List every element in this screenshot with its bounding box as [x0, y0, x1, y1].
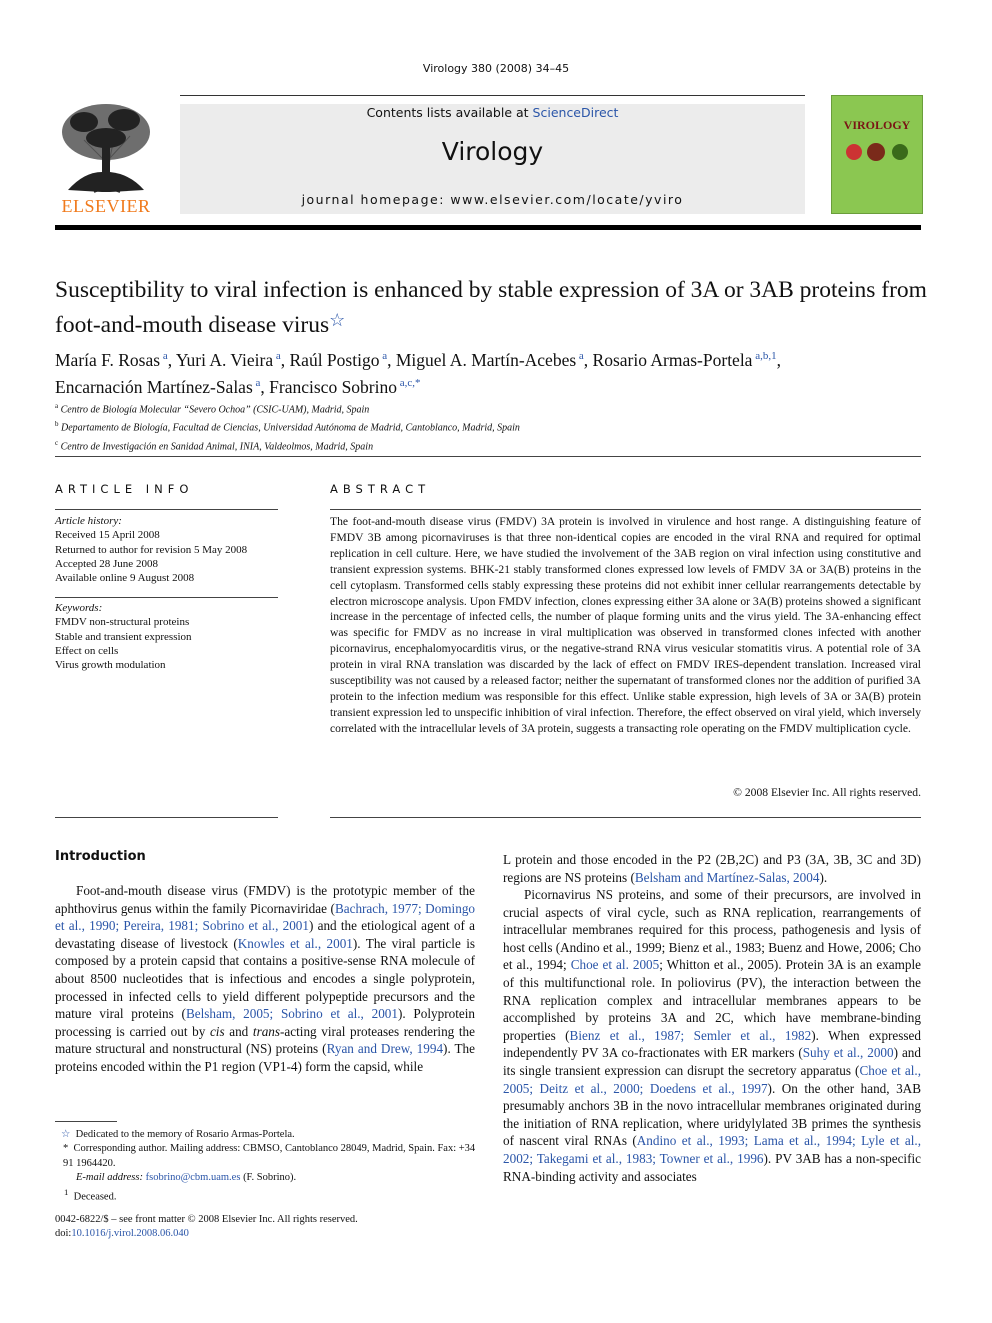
author[interactable]: [55, 377, 260, 397]
author[interactable]: [396, 350, 584, 370]
doi-line: [55, 1227, 485, 1241]
citation-link[interactable]: Suhy et al., 2000: [802, 1045, 894, 1061]
author[interactable]: [176, 350, 281, 370]
text-run: and: [224, 1023, 253, 1039]
front-matter: [55, 1213, 485, 1242]
article-info-rule: [55, 597, 278, 598]
keywords-label: Keywords:: [55, 602, 103, 614]
elsevier-wordmark: ELSEVIER: [61, 196, 151, 216]
italic-term: trans: [252, 1023, 281, 1039]
abstract-text: The foot-and-mouth disease virus (FMDV) 3A protein is involved in virulence and host range. A distinguishing feature of FMDV 3B among picornaviruses is that three non-identical copies are encoded in the viral RNA and required for optimal replication in cell culture. Here, we have studied the involvement of the 3AB region on viral infection using constitutive and transient expression systems. BHK-21 stably transformed clones expressed low levels of FMDV 3A or 3A(B) proteins in the cell cytoplasm. Transformed cells stably expressing these proteins did not exhibit inner cellular rearrangements detectable by electron microscope analysis. Upon FMDV infection, clones expressing either 3A alone or 3A(B) proteins showed a significant increase in the percentage of infected cells, the number of plaque forming units and the virus yield. The 3A-enhancing effect was specific for FMDV as no increase in viral multiplication was observed in transformed clones infected with another picornavirus, encephalomyocarditis virus, or the negative-strand RNA virus vesicular stomatitis virus. A potential role of 3A protein in viral RNA translation was discarded by the lack of effect on FMDV IRES-dependent translation. Increased viral susceptibility was not caused by a released factor; neither the supernatant of transformed clones nor the addition of purified 3A protein to the infection medium was responsible for this effect. Unlike stable expression, high levels of 3A or 3A(B) protein transient expression led to unspecific inhibition of viral infection. Therefore, the effect observed on viral yield, which inversely correlated with the intracellular levels of 3A protein, suggests a transacting role operating on the FMDV multiplication cycle.: [330, 515, 921, 735]
citation-link[interactable]: Bachrach, 1977; Domingo et al., 1990; Pereira, 1981; Sobrino et al., 2001: [55, 900, 476, 934]
author-affiliation-mark[interactable]: a: [379, 350, 388, 362]
email-suffix: (F. Sobrino).: [243, 1171, 297, 1183]
introduction-heading: Introduction: [55, 849, 146, 864]
author-affiliation-mark[interactable]: a: [252, 376, 261, 389]
author-name: Rosario Armas-Portela: [592, 349, 753, 370]
text-run: ; Whitton et al., 2005). Protein 3A is an example of this multifunctional role. In poliovirus (PV), the interaction between the RNA replication complex and intracellular membranes appears to be accomplished by proteins 3A and 2C, which have membrane-binding properties (: [503, 957, 922, 1043]
affiliation-mark: b: [55, 420, 59, 429]
citation-link[interactable]: Choe et al., 2005; Deitz et al., 2000; Doedens et al., 1997: [503, 1062, 922, 1096]
cover-image-icon: [844, 140, 912, 164]
author-affiliation-mark[interactable]: a: [160, 350, 168, 362]
author-name: Francisco Sobrino: [269, 376, 397, 397]
text-run: ) and the etiological agent of a devastating disease of livestock (: [55, 918, 475, 951]
header-thick-rule: [55, 225, 921, 230]
cover-title: VIROLOGY: [843, 118, 911, 132]
affiliation: [55, 436, 935, 454]
footnote-dedication: [55, 1128, 485, 1142]
journal-cover-thumbnail: [831, 95, 923, 214]
citation-link[interactable]: Ryan and Drew, 1994: [326, 1041, 444, 1057]
author-affiliation-mark[interactable]: a: [576, 350, 584, 362]
author-list: María F. Rosas $^a$, Yuri A. Vieira $^a$, Raúl Postigo $^a$, Miguel A. Martín-Acebes $^a$, Rosario Armas-Portela $^{a,b,1}$, Encarnación Martínez-Salas $^a$, Francisco Sobrino $^{a,c,*}$: [55, 349, 781, 397]
author-affiliation-mark[interactable]: a,b,1: [752, 350, 777, 362]
text-run: ). PV 3AB has a non-specific RNA-binding activity and associates: [503, 1150, 921, 1184]
affiliation: [55, 417, 935, 435]
affiliation-text: Centro de Biología Molecular “Severo Ochoa” (CSIC-UAM), Madrid, Spain: [58, 404, 370, 416]
author-name: Encarnación Martínez-Salas: [55, 376, 253, 397]
abstract-rule: [330, 817, 921, 818]
doi-link[interactable]: 10.1016/j.virol.2008.06.040: [71, 1228, 189, 1240]
author-name: Raúl Postigo: [289, 349, 380, 370]
author[interactable]: [593, 350, 777, 370]
citation-link[interactable]: Belsham, 2005; Sobrino et al., 2001: [185, 1006, 398, 1022]
text-run: ).: [819, 869, 828, 885]
header-top-rule: [180, 95, 805, 96]
text-run: ). The proteins encoded within the P1 region (VP1-4) form the capsid, while: [55, 1041, 476, 1074]
keywords: [55, 601, 278, 672]
email-label: E-mail address:: [76, 1171, 143, 1183]
author[interactable]: [55, 350, 168, 370]
abstract-heading: ABSTRACT: [330, 482, 431, 496]
citation-link[interactable]: Choe et al. 2005: [570, 957, 660, 973]
author[interactable]: [290, 350, 388, 370]
affiliation-text: Centro de Investigación en Sanidad Animal, INIA, Valdeolmos, Madrid, Spain: [58, 440, 374, 452]
footnote-rule: [55, 1121, 117, 1122]
affiliation: [55, 399, 935, 417]
journal-homepage[interactable]: journal homepage: www.elsevier.com/locate/yviro: [301, 192, 684, 207]
corresponding-text: Corresponding author. Mailing address: CBMSO, Cantoblanco 28049, Madrid, Spain. Fax: +34 91 1964420.: [63, 1143, 476, 1169]
italic-term: cis: [209, 1023, 225, 1039]
affiliation-text: Departamento de Biología, Facultad de Ciencias, Universidad Autónoma de Madrid, Cantoblanco, Madrid, Spain: [58, 422, 520, 434]
section-rule: [55, 456, 921, 457]
text-run: -acting viral proteases rendering the mature structural and nonstructural (NS) proteins (: [55, 1023, 476, 1057]
keyword-item: Stable and transient expression: [55, 630, 192, 643]
citation-link[interactable]: Belsham and Martínez-Salas, 2004: [634, 869, 820, 885]
affiliation-mark: a: [55, 402, 59, 410]
citation-link[interactable]: Bienz et al., 1987; Semler et al., 1982: [569, 1027, 812, 1043]
deceased-text: Deceased.: [73, 1191, 117, 1203]
text-run: Picornavirus NS proteins, and some of their precursors, are involved in crucial aspects of viral cycle, such as RNA replication, rearrangements of intracellular membranes required for this process, pathogenesis and lysis of host cells (Andino et al., 1999; Bienz et al., 1983; Buenz and Howe, 2006; Cho et al., 1994;: [503, 887, 921, 973]
author[interactable]: [269, 377, 420, 397]
email-link[interactable]: fsobrino@cbm.uam.es: [145, 1171, 241, 1183]
footnote-deceased: [55, 1185, 485, 1205]
author-name: Miguel A. Martín-Acebes: [395, 349, 577, 370]
text-run: L protein and those encoded in the P2 (2B,2C) and P3 (3A, 3B, 3C and 3D) regions are NS proteins (: [503, 852, 921, 885]
author-affiliation-mark[interactable]: a: [273, 350, 281, 362]
history-item: Accepted 28 June 2008: [55, 557, 158, 570]
dedication-star-icon[interactable]: ☆: [329, 310, 346, 330]
citation-link[interactable]: Andino et al., 1993; Lama et al., 1994; Lyle et al., 2002; Takegami et al., 1983; Towner et al., 1996: [503, 1133, 921, 1166]
journal-name: Virology: [441, 137, 544, 166]
author-name: María F. Rosas: [55, 349, 161, 370]
article-history: [55, 514, 278, 585]
star-icon: ☆: [61, 1129, 71, 1140]
sciencedirect-link[interactable]: ScienceDirect: [532, 105, 619, 120]
text-run: ). Polyprotein processing is carried out by: [55, 1006, 475, 1039]
article-title: [55, 275, 935, 340]
text-run: Foot-and-mouth disease virus (FMDV) is the prototypic member of the aphthovirus genus within the family Picornaviridae (: [55, 883, 475, 916]
asterisk-mark: *: [63, 1143, 69, 1155]
affiliation-mark: c: [55, 438, 59, 447]
keyword-item: FMDV non-structural proteins: [55, 616, 190, 629]
dedication-text: Dedicated to the memory of Rosario Armas-Portela.: [75, 1129, 295, 1140]
author-affiliation-mark[interactable]: a,c,*: [397, 376, 421, 389]
text-run: ). On the other hand, 3AB presumably anchors 3B in the novo intracellular membranes originated during the initiation of RNA replication, where uridylylated 3B primes the synthesis of nascent viral RNAs (: [503, 1080, 921, 1149]
contents-line: [180, 105, 805, 120]
keyword-item: Virus growth modulation: [55, 659, 166, 672]
abstract-rule: [330, 509, 921, 510]
article-title-text: Susceptibility to viral infection is enhanced by stable expression of 3A or 3AB proteins from foot-and-mouth disease virus: [55, 277, 927, 338]
article-info-rule: [55, 817, 278, 818]
text-run: ). When expressed independently PV 3A co-fractionates with ER markers (: [503, 1027, 921, 1061]
article-info-rule: [55, 509, 278, 510]
keyword-item: Effect on cells: [55, 644, 119, 657]
intro-paragraph-2-end: [503, 851, 921, 886]
citation-link[interactable]: Knowles et al., 2001: [237, 935, 353, 951]
history-item: Available online 9 August 2008: [55, 572, 195, 585]
doi-prefix: doi:: [55, 1228, 72, 1240]
text-run: ) and its single transient expression can disrupt the secretory apparatus (: [503, 1045, 921, 1078]
article-info-heading: ARTICLE INFO: [55, 482, 194, 496]
deceased-mark: 1: [64, 1187, 69, 1198]
intro-paragraph-1: [55, 882, 475, 1076]
footnote-email: [55, 1171, 485, 1185]
journal-citation: Virology 380 (2008) 34–45: [422, 62, 570, 75]
footnotes: [55, 1128, 485, 1205]
affiliation-list: [55, 399, 935, 454]
text-run: ). The viral particle is composed by a protein capsid that contains a positive-sense RNA molecule of about 8500 nucleotides that is infectious and encodes a single polyprotein, processed in infected cells to yield different polypeptide precursors and the mature viral proteins (: [55, 935, 475, 1022]
abstract-copyright: © 2008 Elsevier Inc. All rights reserved.: [733, 786, 921, 799]
intro-paragraph-3: [503, 886, 921, 1185]
author-name: Yuri A. Vieira: [175, 349, 274, 370]
contents-prefix: Contents lists available at: [366, 105, 533, 120]
history-label: Article history:: [55, 515, 122, 527]
footnote-corresponding: [55, 1142, 485, 1171]
history-item: Received 15 April 2008: [55, 529, 160, 542]
history-item: Returned to author for revision 5 May 2008: [55, 543, 248, 556]
issn-line: 0042-6822/$ – see front matter © 2008 Elsevier Inc. All rights reserved.: [55, 1214, 358, 1225]
